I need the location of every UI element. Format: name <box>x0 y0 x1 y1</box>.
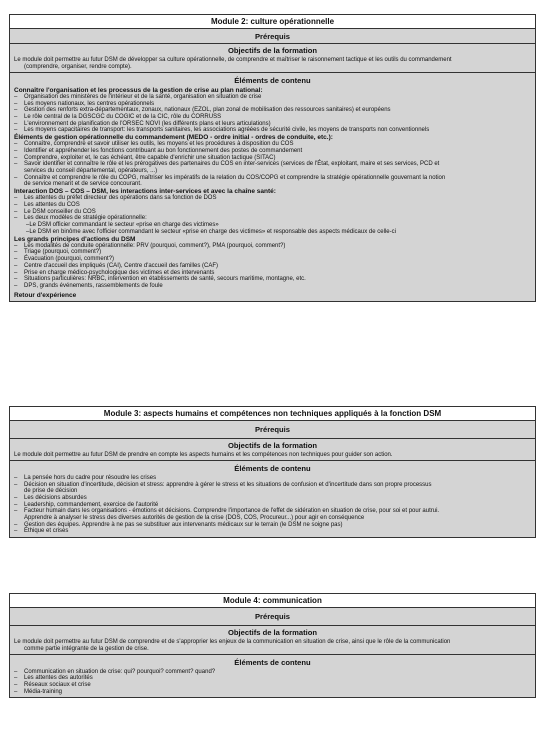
objectifs-line: Le module doit permettre au futur DSM de prendre en compte les aspects humains et les compétences non techniques pour guider son action. <box>14 452 393 458</box>
module-2-table <box>9 14 536 302</box>
list-item: – Les moyens capacitaires de transport: les transports sanitaires, les associations agréées de sécurité civile, les moyens de transports non conventionnels <box>14 127 430 134</box>
list-item: – La pensée hors du cadre pour résoudre les crises <box>14 474 157 481</box>
sub-list-item: –Le DSM en binôme avec l'officier commandant le secteur «prise en charge des victimes» et responsable des aspects médicaux de celle-ci <box>26 228 396 235</box>
objectifs-heading: Objectifs de la formation <box>227 628 318 637</box>
list-item: – Gestion des renforts extra-départementaux, zonaux, nationaux (EZOL, plan zonal de mobilisation des ressources sanitaires) et européens <box>14 107 391 114</box>
list-item: – Centre d'accueil des impliqués (CAI), Centre d'accueil des familles (CAF) <box>14 262 219 269</box>
module-4-table <box>9 593 536 698</box>
section-heading: Les grands principes d'actions du DSM <box>14 235 136 243</box>
list-item: – DPS, grands événements, rassemblements de foule <box>14 282 163 289</box>
list-item-continuation: de service menant et de service concourant. <box>24 181 142 188</box>
module-4-title: Module 4: communication <box>10 594 535 608</box>
objectifs-text <box>14 57 531 71</box>
elements-heading: Éléments de contenu <box>234 463 311 473</box>
list-item: – Le rôle central de la DGSCGC du COGIC et de la CIC, rôle du CORRUSS <box>14 113 222 120</box>
list-item: – Éthique et crises <box>14 528 69 535</box>
list-item: – Leadership, commandement, exercice de l'autorité <box>14 501 159 508</box>
list-item: – Connaître et comprendre le rôle du COPG, maîtriser les impératifs de la relation du COS/COPG et comprendre la stratégie opérationnelle gouvernant la notion <box>14 174 446 181</box>
list-item: – L'environnement de planification de l'ORSEC NOVI (les différents plans et leurs articulations) <box>14 120 271 127</box>
module-2-title: Module 2: culture opérationnelle <box>10 15 535 29</box>
module-4-objectifs <box>10 626 535 655</box>
list-item: – Communication en situation de crise: qui? pourquoi? comment? quand? <box>14 668 216 675</box>
objectifs-text <box>14 452 531 459</box>
list-item: – Les moyens nationaux, les centres opérationnels <box>14 100 155 107</box>
list-item: – Comprendre, exploiter et, le cas échéant, être capable d'enrichir une situation tactique (SITAC) <box>14 154 276 161</box>
module-2-objectifs <box>10 44 535 73</box>
list-item: – Triage (pourquoi, comment?) <box>14 249 102 256</box>
list-item-continuation: de prise de décision <box>24 488 78 495</box>
module-2-prerequis: Prérequis <box>10 29 535 44</box>
list-item: – Situations particulières: NRBC, intervention en établissements de santé, secours maritime, montagne, etc. <box>14 276 306 283</box>
module-2-elements <box>10 73 535 301</box>
module-4-prerequis: Prérequis <box>10 608 535 626</box>
list-item: – Les modalités de conduite opérationnelle: PRV (pourquoi, comment?), PMA (pourquoi, comment?) <box>14 242 286 249</box>
objectifs-heading: Objectifs de la formation <box>227 46 318 55</box>
list-item: – Décision en situation d'incertitude, décision et stress: apprendre à gérer le stress et les situations de confusion et d'incertitude dans son propre processus <box>14 481 432 488</box>
module-3-table <box>9 406 536 538</box>
list-item-continuation: Apprendre à analyser le stress des diverses autorités de gestion de la crise (DOS, COS, Procureur...) pour agir en conséquence <box>24 515 365 522</box>
list-item: – Prise en charge médico-psychologique des victimes et des intervenants <box>14 269 215 276</box>
list-item: – Facteur humain dans les organisations - émotions et décisions. Comprendre l'importance de l'effet de sidération en situation de crise, pour soi et pour autrui. <box>14 508 440 515</box>
module-3-title: Module 3: aspects humains et compétences non techniques appliqués à la fonction DSM <box>10 407 535 421</box>
section-heading: Éléments de gestion opérationnelle du commandement (MEDO - ordre initial - ordres de conduite, etc.): <box>14 134 333 142</box>
list-item: – Média-training <box>14 688 63 695</box>
sub-list-item: –Le DSM officier commandant le secteur «prise en charge des victimes» <box>26 222 219 229</box>
module-3-objectifs <box>10 439 535 461</box>
list-item: – Les attentes du préfet directeur des opérations dans sa fonction de DOS <box>14 195 217 202</box>
list-item: – Identifier et appréhender les fonctions contribuant au bon fonctionnement des postes de commandement <box>14 147 303 154</box>
list-item: – Les décisions absurdes <box>14 494 87 501</box>
list-item-continuation: services du conseil départemental, opérateurs, ...) <box>24 168 158 175</box>
list-item: – Les attentes du COS <box>14 202 80 209</box>
objectifs-heading: Objectifs de la formation <box>227 441 318 450</box>
elements-heading: Éléments de contenu <box>234 75 311 85</box>
elements-heading: Éléments de contenu <box>234 657 311 667</box>
section-heading: Connaître l'organisation et les processus de la gestion de crise au plan national: <box>14 86 263 94</box>
module-4-elements <box>10 655 535 698</box>
list-item: – Le DSM conseiller du COS <box>14 208 96 215</box>
list-item: – Organisation des ministères de l'intérieur et de la santé, organisation en situation de crise <box>14 93 262 100</box>
objectifs-line: comme partie intégrante de la gestion de crise. <box>24 645 149 652</box>
objectifs-line: Le module doit permettre au futur DSM de développer sa culture opérationnelle, de comprendre et maîtriser le raisonnement tactique et les outils du commandement <box>14 57 452 63</box>
list-item: – Réseaux sociaux et crise <box>14 682 91 688</box>
module-3-elements <box>10 461 535 537</box>
section-heading: Retour d'expérience <box>14 291 77 299</box>
objectifs-text <box>14 639 531 653</box>
objectifs-line: (comprendre, organiser, rendre compte). <box>24 63 132 70</box>
list-item: – Gestion des équipes. Apprendre à ne pas se substituer aux intervenants médicaux sur le terrain (le DSM ne soigne pas) <box>14 521 343 528</box>
module-3-prerequis: Prérequis <box>10 421 535 439</box>
list-item: – Les attentes des autorités <box>14 675 93 682</box>
list-item: – Évacuation (pourquoi, comment?) <box>14 256 115 263</box>
objectifs-line: Le module doit permettre au futur DSM de comprendre et de s'approprier les enjeux de la communication en situation de crise, ainsi que le rôle de la communication <box>14 639 451 645</box>
list-item: – Savoir identifier et connaître le rôle et les prérogatives des partenaires du COS en inter-services (services de l'État, exploitant, maire et ses services, PCD et <box>14 161 440 168</box>
list-item: – Les deux modèles de stratégie opérationnelle: <box>14 215 147 222</box>
list-item: – Connaître, comprendre et savoir utiliser les outils, les moyens et les procédures à disposition du COS <box>14 141 294 148</box>
section-heading: Interaction DOS – COS – DSM, les interactions inter-services et avec la chaîne santé: <box>14 188 276 196</box>
